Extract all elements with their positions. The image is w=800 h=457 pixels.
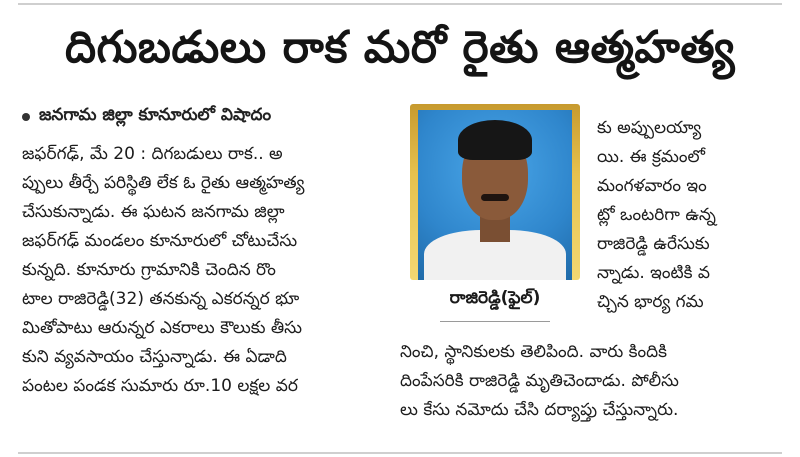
body-line: చ్చిన భార్య గమ [597,292,704,312]
subhead-text: జనగామ జిల్లా కూనూరులో విషాదం [39,105,272,125]
body-line: టాల రాజిరెడ్డి(32) తనకున్న ఎకరన్నర భూ [22,289,300,309]
body-line: జఫర్‌గఢ్ మండలం కూనూరులో చోటుచేసు [22,231,298,251]
photo-hair [458,120,532,160]
body-line: చేసుకున్నాడు. ఈ ఘటన జనగామ జిల్లా [22,202,285,222]
body-line: మితోపాటు ఆరున్నర ఎకరాలు కౌలుకు తీసు [22,318,302,338]
body-line: యి. ఈ క్రమంలో [597,147,705,167]
body-line: న్నాడు. ఇంటికి వ [597,263,710,283]
body-line: మంగళవారం ఇం [597,176,707,196]
body-line: లు కేసు నమోదు చేసి దర్యాప్తు చేస్తున్నారు. [400,400,679,420]
caption-rule [440,321,550,322]
body-line: రాజిరెడ్డి ఉరేసుకు [597,234,710,254]
body-line: ప్పులు తీర్చే పరిస్థితి లేక ఓ రైతు ఆత్మహత్య [22,173,305,193]
bottom-rule [18,452,782,454]
body-line: కు అప్పులయ్యా [597,118,702,138]
photo-mustache [481,194,509,201]
body-line: దింపేసరికి రాజిరెడ్డి మృతిచెందాడు. పోలీసు [400,371,679,391]
bullet-icon [22,113,30,121]
headline: దిగుబడులు రాక మరో రైతు ఆత్మహత్య [64,22,735,73]
body-line: నించి, స్థానికులకు తెలిపింది. వారు కిందికి [400,342,668,362]
body-line: కుని వ్యవసాయం చేస్తున్నాడు. ఈ ఏడాది [22,347,287,367]
photo-background [418,110,572,280]
body-line: ట్లో ఒంటరిగా ఉన్న [597,205,716,225]
photo-caption: రాజిరెడ్డి(ఫైల్) [449,288,541,308]
top-rule [18,3,782,5]
farmer-photo [410,104,580,280]
subhead [22,105,271,129]
body-line: పంటల పండక సుమారు రూ.10 లక్షల వర [22,376,298,396]
body-line: జఫర్‌గఢ్, మే 20 : దిగబడులు రాక.. అ [22,144,283,164]
body-line: కున్నది. కూనూరు గ్రామానికి చెందిన రొం [22,260,276,280]
